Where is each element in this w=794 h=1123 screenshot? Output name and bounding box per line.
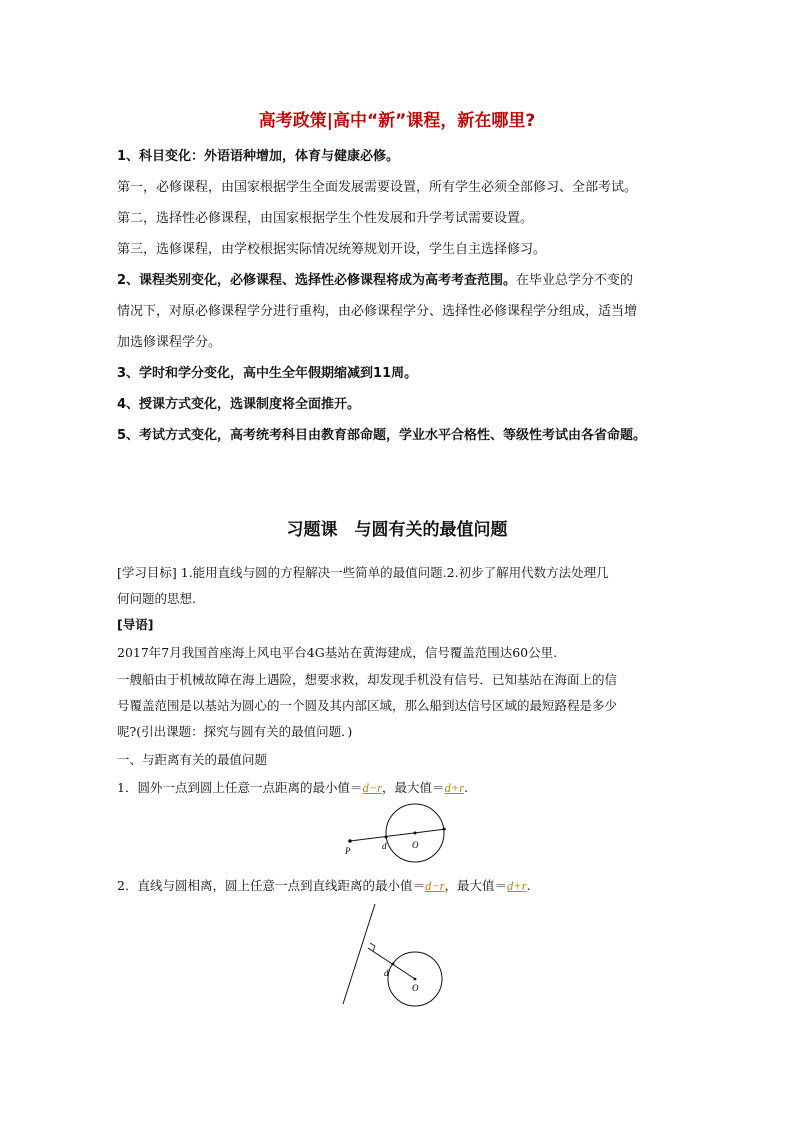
line-shape [343,904,375,1004]
paragraph-bold-part: 2、课程类别变化，必修课程、选择性必修课程将成为高考考查范围。 [117,273,517,288]
paragraph: 第二，选择性必修课程，由国家根据学生个性发展和升学考试需要设置。 [117,211,534,226]
item-2-max: d+r [507,879,527,893]
item-2-text: 2．直线与圆相离，圆上任意一点到直线距离的最小值＝ [117,878,425,893]
label-o: O [412,983,419,993]
point-near [385,836,388,839]
paragraph: 4、授课方式变化，选课制度将全面推开。 [117,397,361,412]
point-p [348,839,352,843]
figure-point-circle [330,800,470,870]
point-far [443,828,446,831]
point-center [414,832,417,835]
paragraph-rest: 在毕业总学分不变的 [516,273,634,288]
intro-line: 呢?(引出课题：探究与圆有关的最值问题．) [117,724,353,739]
point-near [392,963,395,966]
point-center [414,978,417,981]
paragraph: 情况下，对原必修课程学分进行重构，由必修课程学分、选择性必修课程学分组成，适当增 [117,304,638,319]
paragraph: 第一，必修课程，由国家根据学生全面发展需要设置，所有学生必须全部修习、全部考试。 [117,180,638,195]
item-2 [117,878,531,894]
section2-title: 习题课 与圆有关的最值问题 [286,520,508,540]
intro-label: [导语] [117,617,154,632]
intro-line: 一艘船由于机械故障在海上遇险，想要求救，却发现手机没有信号．已知基站在海面上的信 [117,672,618,687]
paragraph [117,273,633,289]
section-heading: 一、与距离有关的最值问题 [117,752,268,767]
paragraph: 第三，选修课程，由学校根据实际情况统筹规划开设，学生自主选择修习。 [117,242,547,257]
intro-line: 号覆盖范围是以基站为圆心的一个圆及其内部区域，那么船到达信号区域的最短路程是多少 [117,698,618,713]
goal-line [117,565,609,581]
intro-line: 2017年7月我国首座海上风电平台4G基站在黄海建成，信号覆盖范围达60公里. [117,645,558,660]
goal-label: [学习目标] [117,565,177,580]
label-o: O [412,840,419,850]
item-2-end: . [526,878,531,893]
item-2-mid: ，最大值＝ [444,878,508,893]
item-1-end: . [464,780,469,795]
goal-text: 1.能用直线与圆的方程解决一些简单的最值问题.2.初步了解用代数方法处理几 [180,565,609,580]
item-1-text: 1．圆外一点到圆上任意一点距离的最小值＝ [117,780,363,795]
paragraph: 1、科目变化：外语语种增加，体育与健康必修。 [117,149,400,164]
item-2-min: d−r [424,879,445,893]
item-1-min: d−r [362,781,383,795]
paragraph: 5、考试方式变化，高考统考科目由教育部命题，学业水平合格性、等级性考试由各省命题。 [117,428,647,443]
paragraph: 3、学时和学分变化，高中生全年假期缩减到11周。 [117,366,418,381]
item-1-mid: ，最大值＝ [382,780,445,795]
paragraph: 加选修课程学分。 [117,335,222,350]
item-1 [117,780,468,796]
label-d: d [382,841,387,851]
label-d: d [384,968,389,978]
goal-line-2: 何问题的思想. [117,591,196,606]
section1-title: 高考政策|高中“新”课程，新在哪里? [258,111,536,131]
figure-line-circle [335,900,455,1010]
label-p: P [345,846,351,856]
line-shape [350,829,446,841]
item-1-max: d+r [444,781,465,795]
